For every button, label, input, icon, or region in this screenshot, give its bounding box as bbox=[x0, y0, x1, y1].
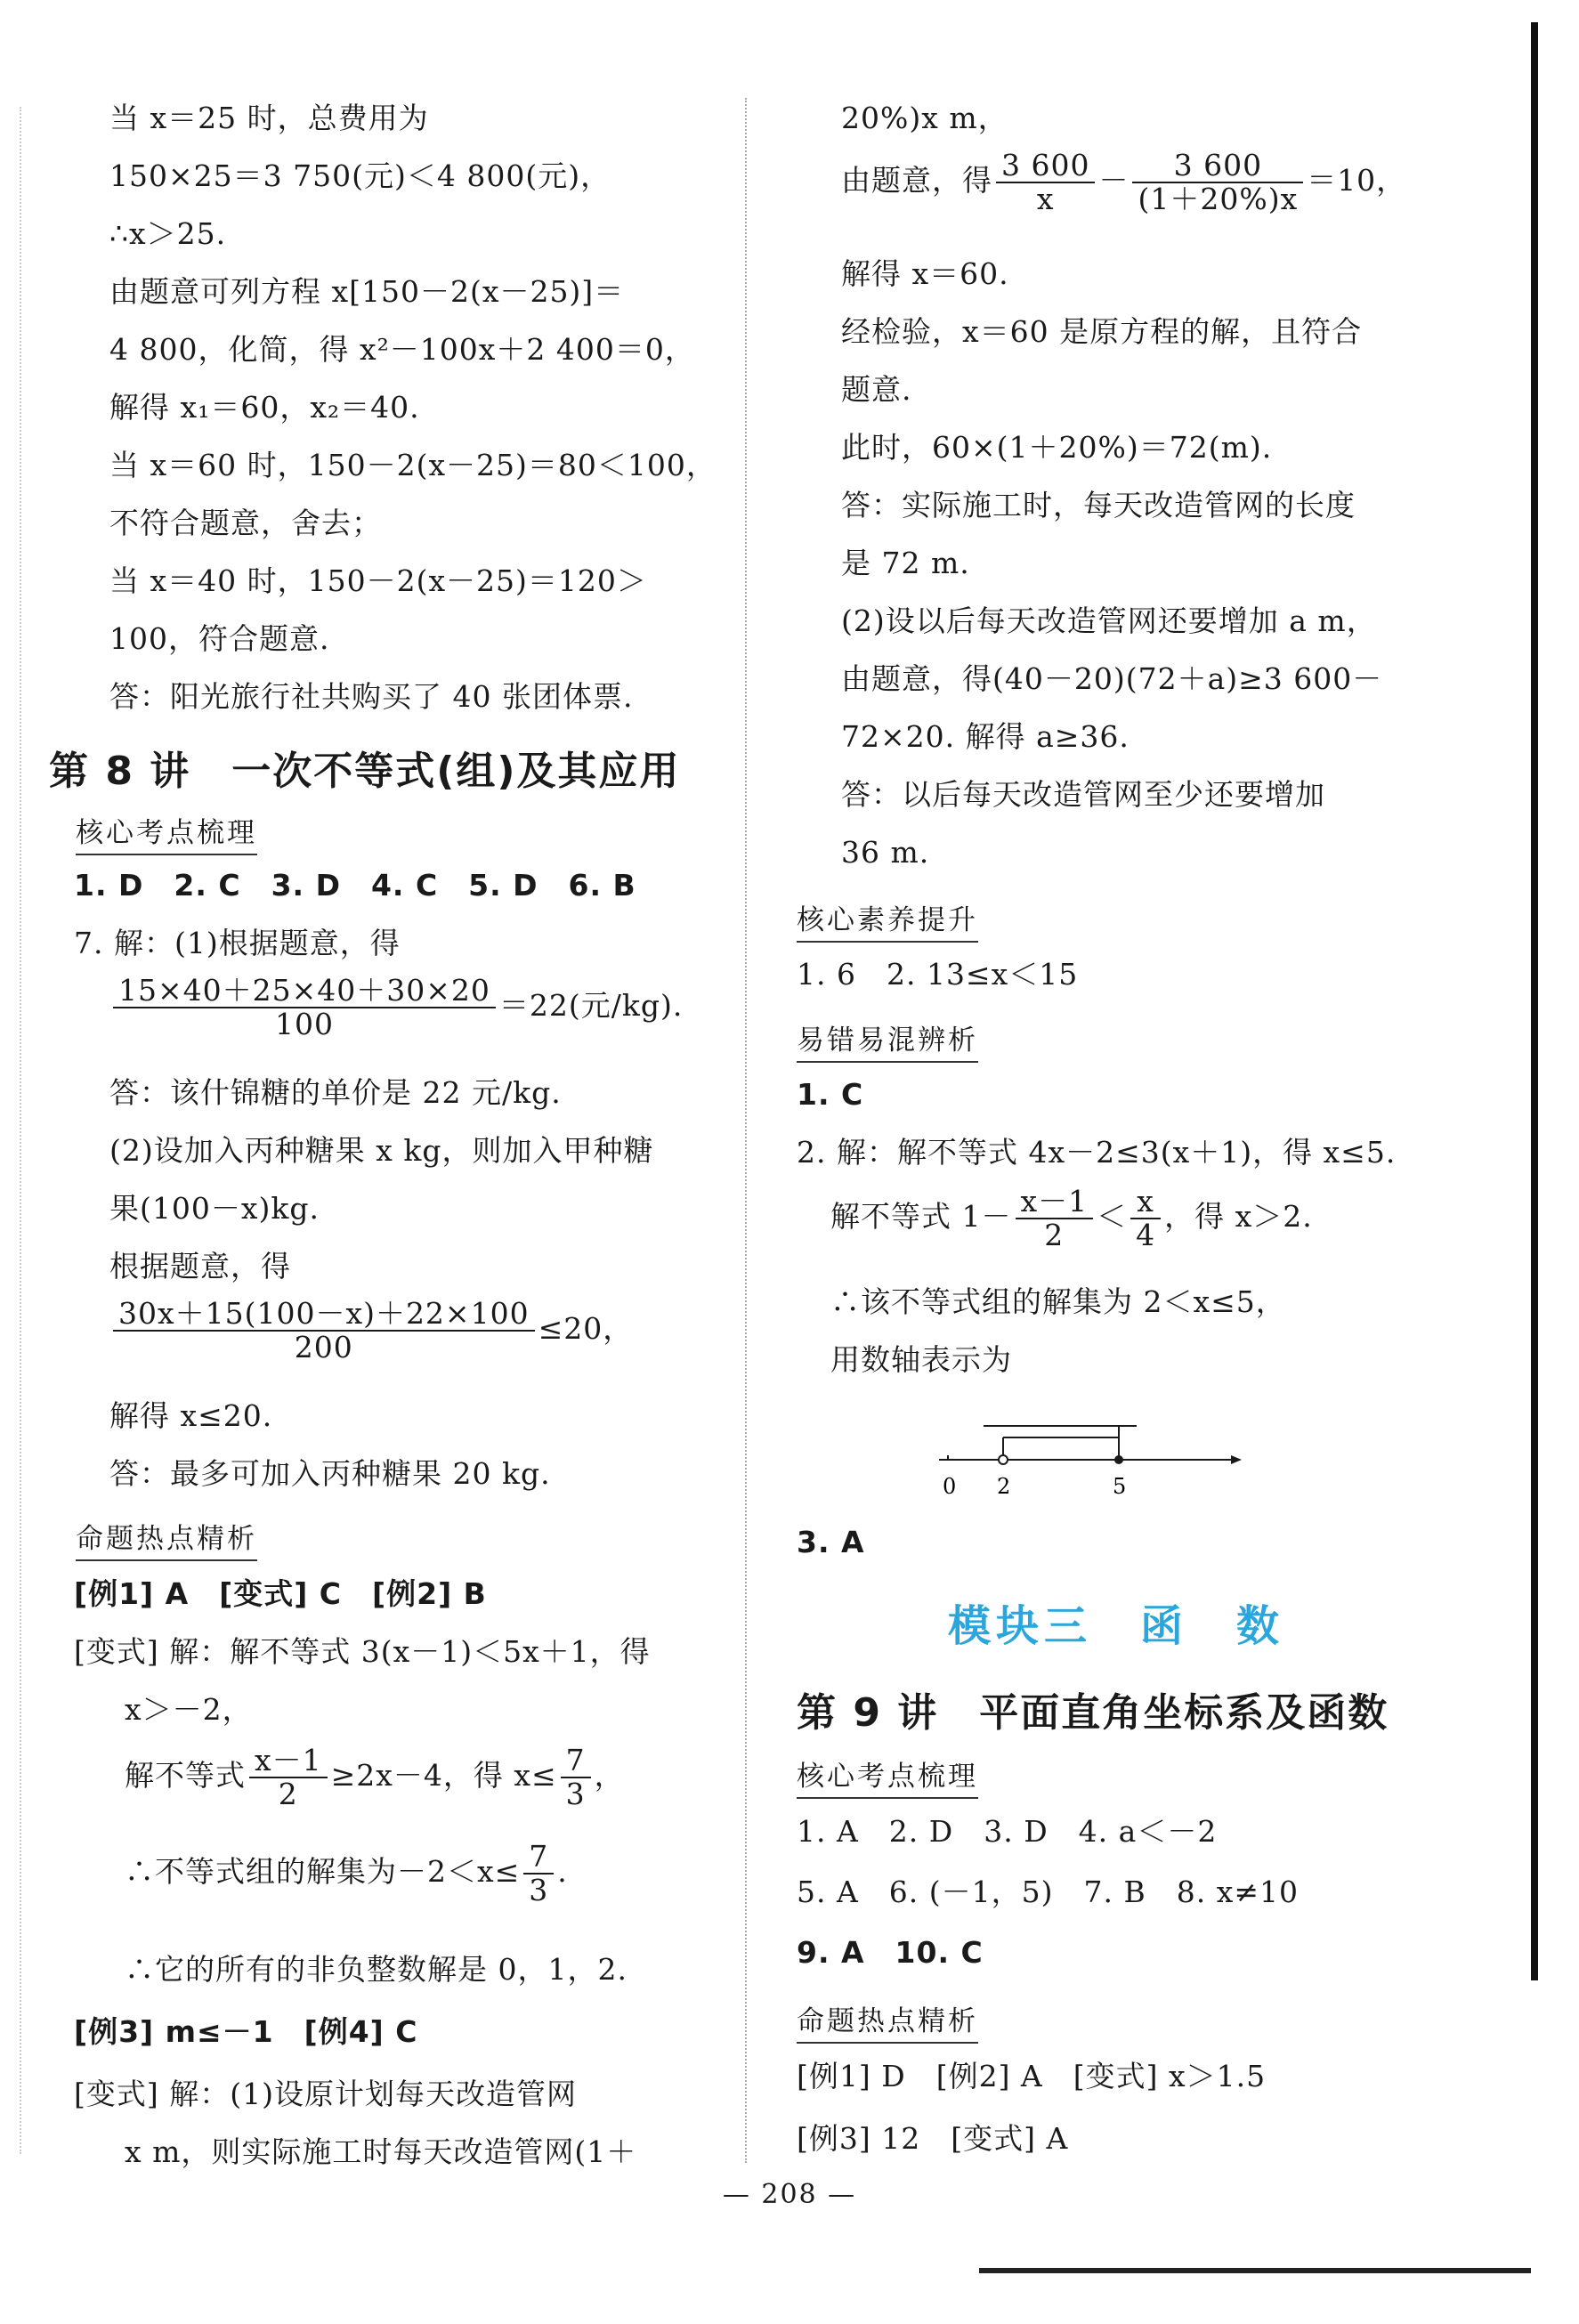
section-heading: 核心考点梳理 bbox=[797, 1753, 978, 1799]
text-line: ∴x＞25. bbox=[109, 216, 227, 251]
text-run: ，得 x＞2. bbox=[1164, 1199, 1313, 1234]
fraction-denominator: 3 bbox=[529, 1873, 549, 1907]
fraction-line bbox=[109, 1298, 633, 1364]
text-line: (2)设加入丙种糖果 x kg，则加入甲种糖 bbox=[109, 1133, 654, 1168]
answer-line: [例1] D [例2] A [变式] x＞1.5 bbox=[797, 2059, 1267, 2093]
section-heading: 命题热点精析 bbox=[76, 1516, 257, 1561]
text-line: [变式] 解：(1)设原计划每天改造管网 bbox=[74, 2077, 577, 2111]
text-line: 根据题意，得 bbox=[109, 1249, 291, 1283]
section-heading: 命题热点精析 bbox=[797, 1998, 978, 2044]
text-line: 果(100－x)kg. bbox=[109, 1191, 320, 1226]
text-run: ＜ bbox=[1097, 1199, 1128, 1234]
section-heading: 易错易混辨析 bbox=[797, 1017, 978, 1063]
fraction bbox=[523, 1841, 554, 1907]
fraction-tail: ＝22(元/kg). bbox=[498, 988, 684, 1023]
fraction-line bbox=[109, 975, 683, 1041]
axis-label-5: 5 bbox=[1113, 1474, 1127, 1499]
module-title: 模块三 函 数 bbox=[948, 1601, 1285, 1651]
section-heading: 核心考点梳理 bbox=[76, 810, 257, 855]
fraction-numerator: 3 600 bbox=[996, 150, 1095, 183]
open-point-2 bbox=[999, 1455, 1008, 1464]
closed-point-5 bbox=[1114, 1455, 1123, 1464]
lecture-title: 第 8 讲 一次不等式(组)及其应用 bbox=[49, 749, 681, 794]
fraction-denominator: 100 bbox=[274, 1007, 334, 1041]
answer-line: 1. A 2. D 3. D 4. a＜－2 bbox=[797, 1814, 1218, 1849]
text-line: 36 m. bbox=[841, 835, 930, 870]
text-line: 当 x＝40 时，150－2(x－25)＝120＞ bbox=[109, 563, 647, 598]
answer-line: [例1] A [变式] C [例2] B bbox=[74, 1576, 487, 1611]
text-line: 由题意，得(40－20)(72＋a)≥3 600－ bbox=[841, 661, 1383, 696]
fraction-denominator: x bbox=[1036, 182, 1055, 216]
fraction-line bbox=[841, 150, 1406, 215]
answer-line: 5. A 6. (－1，5) 7. B 8. x≠10 bbox=[797, 1875, 1299, 1909]
bottom-edge-bar bbox=[979, 2268, 1531, 2273]
fraction-denominator: 3 bbox=[565, 1777, 586, 1811]
fraction-line bbox=[125, 1745, 625, 1810]
text-run: － bbox=[1098, 163, 1130, 198]
fraction-numerator: 3 600 bbox=[1132, 150, 1303, 183]
fraction bbox=[1130, 1186, 1161, 1251]
text-run: ， bbox=[594, 1758, 625, 1793]
right-edge-bar bbox=[1531, 22, 1538, 1980]
fraction-numerator: x bbox=[1130, 1186, 1161, 1219]
answer-line: 1. 6 2. 13≤x＜15 bbox=[797, 957, 1079, 992]
text-line: 150×25＝3 750(元)＜4 800(元)， bbox=[109, 158, 611, 193]
axis-arrow bbox=[1231, 1455, 1242, 1464]
text-line: 由题意可列方程 x[150－2(x－25)]＝ bbox=[109, 274, 625, 309]
text-line: 题意. bbox=[841, 372, 912, 407]
answer-line: 3. A bbox=[797, 1525, 865, 1559]
fraction-line bbox=[830, 1186, 1313, 1251]
text-line: x＞－2， bbox=[125, 1692, 253, 1727]
text-line: 100，符合题意. bbox=[109, 621, 330, 656]
fraction bbox=[113, 975, 496, 1041]
text-line: 是 72 m. bbox=[841, 546, 970, 580]
text-line: 不符合题意，舍去； bbox=[109, 506, 382, 540]
text-line: 答：阳光旅行社共购买了 40 张团体票. bbox=[109, 679, 634, 714]
fraction bbox=[1016, 1186, 1094, 1251]
text-line: 解得 x≤20. bbox=[109, 1398, 273, 1433]
text-line: 解得 x＝60. bbox=[841, 256, 1009, 291]
fraction-line bbox=[125, 1841, 568, 1907]
answer-line: [例3] 12 [变式] A bbox=[797, 2121, 1069, 2156]
text-line: 7. 解：(1)根据题意，得 bbox=[74, 926, 401, 960]
text-line: (2)设以后每天改造管网还要增加 a m， bbox=[841, 603, 1377, 638]
fraction bbox=[113, 1298, 535, 1364]
fraction-denominator: (1＋20%)x bbox=[1138, 182, 1299, 216]
fraction-numerator: 7 bbox=[523, 1841, 554, 1875]
text-line: ∴该不等式组的解集为 2＜x≤5， bbox=[830, 1284, 1286, 1319]
text-line: 用数轴表示为 bbox=[830, 1342, 1012, 1377]
text-line: ∴它的所有的非负整数解是 0，1，2. bbox=[125, 1952, 628, 1987]
text-line: 答：最多可加入丙种糖果 20 kg. bbox=[109, 1456, 551, 1491]
text-line: [变式] 解：解不等式 3(x－1)＜5x＋1，得 bbox=[74, 1634, 651, 1669]
answer-line: 1. C bbox=[797, 1077, 864, 1112]
text-line: 解得 x₁＝60，x₂＝40. bbox=[109, 390, 420, 425]
fraction-denominator: 200 bbox=[294, 1330, 353, 1364]
text-line: 答：实际施工时，每天改造管网的长度 bbox=[841, 488, 1356, 522]
answer-line: [例3] m≤－1 [例4] C bbox=[74, 2014, 418, 2049]
fraction bbox=[996, 150, 1095, 215]
text-line: 72×20. 解得 a≥36. bbox=[841, 719, 1130, 754]
text-line: 20%)x m， bbox=[841, 101, 1008, 135]
fraction-numerator: 7 bbox=[561, 1745, 591, 1778]
fraction bbox=[249, 1745, 328, 1810]
text-run: 由题意，得 bbox=[841, 163, 992, 198]
answer-line: 1. D 2. C 3. D 4. C 5. D 6. B bbox=[74, 868, 636, 903]
text-line: 答：以后每天改造管网至少还要增加 bbox=[841, 777, 1325, 812]
fraction-denominator: 4 bbox=[1136, 1218, 1156, 1252]
fraction-numerator: x－1 bbox=[1016, 1186, 1094, 1219]
fraction bbox=[561, 1745, 591, 1810]
column-divider bbox=[745, 98, 747, 2163]
text-run: ∴不等式组的解集为－2＜x≤ bbox=[125, 1854, 521, 1889]
number-line-diagram bbox=[930, 1406, 1251, 1504]
text-line: 当 x＝25 时，总费用为 bbox=[109, 101, 429, 135]
text-line: 当 x＝60 时，150－2(x－25)＝80＜100， bbox=[109, 448, 717, 482]
text-line: x m，则实际施工时每天改造管网(1＋ bbox=[125, 2134, 637, 2169]
fraction bbox=[1132, 150, 1303, 215]
page-number: — 208 — bbox=[722, 2179, 857, 2210]
lecture-title: 第 9 讲 平面直角坐标系及函数 bbox=[797, 1690, 1389, 1736]
text-run: ＝10， bbox=[1307, 163, 1407, 198]
fraction-numerator: x－1 bbox=[249, 1745, 328, 1778]
axis-label-2: 2 bbox=[997, 1474, 1011, 1499]
answer-line: 9. A 10. C bbox=[797, 1935, 984, 1970]
text-line: 经检验，x＝60 是原方程的解，且符合 bbox=[841, 314, 1363, 349]
fraction-denominator: 2 bbox=[1044, 1218, 1065, 1252]
text-run: ≥2x－4，得 x≤ bbox=[330, 1758, 557, 1793]
section-heading: 核心素养提升 bbox=[797, 897, 978, 943]
fraction-denominator: 2 bbox=[278, 1777, 298, 1811]
text-line: 4 800，化简，得 x²－100x＋2 400＝0， bbox=[109, 332, 695, 367]
text-run: . bbox=[557, 1854, 568, 1889]
text-run: 解不等式 bbox=[125, 1758, 246, 1793]
text-run: 解不等式 1－ bbox=[830, 1199, 1012, 1234]
fraction-numerator: 30x＋15(100－x)＋22×100 bbox=[113, 1298, 535, 1332]
text-line: 答：该什锦糖的单价是 22 元/kg. bbox=[109, 1075, 562, 1110]
fraction-numerator: 15×40＋25×40＋30×20 bbox=[113, 975, 496, 1008]
fraction-tail: ≤20， bbox=[538, 1311, 634, 1346]
left-margin-dots bbox=[20, 107, 21, 2154]
axis-label-0: 0 bbox=[943, 1474, 957, 1499]
text-line: 此时，60×(1＋20%)＝72(m). bbox=[841, 430, 1273, 465]
text-line: 2. 解：解不等式 4x－2≤3(x＋1)，得 x≤5. bbox=[797, 1135, 1397, 1170]
